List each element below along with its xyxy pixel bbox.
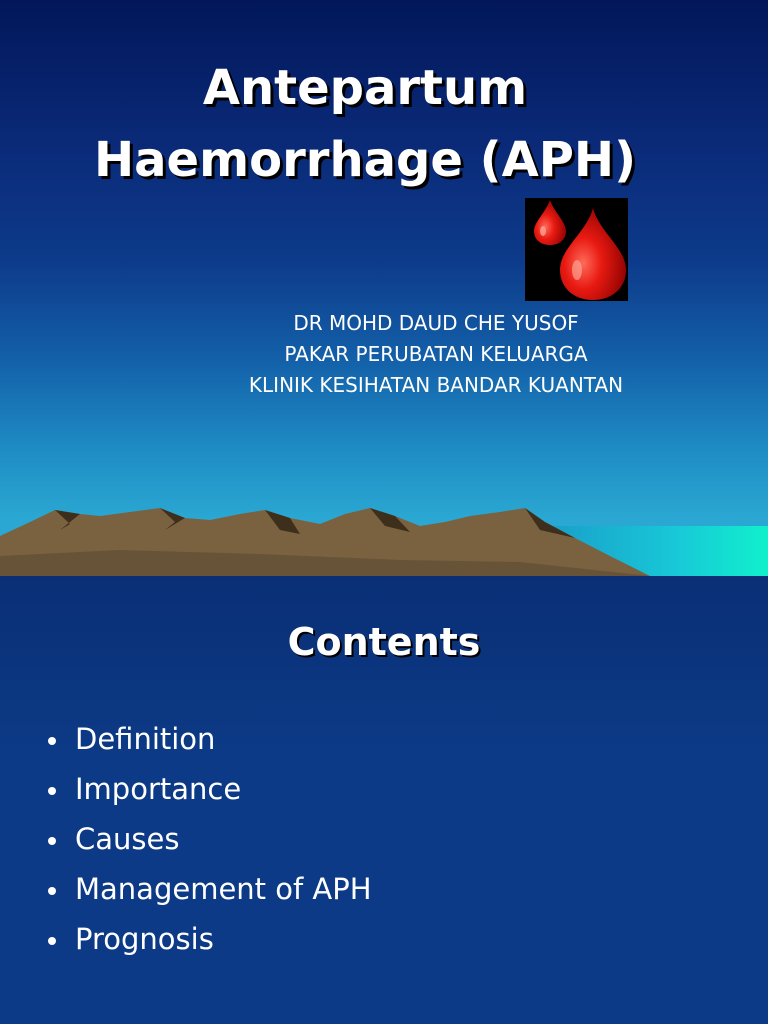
author-role: PAKAR PERUBATAN KELUARGA: [284, 342, 588, 366]
title-line-1: Antepartum: [202, 60, 528, 116]
contents-list: [46, 714, 372, 964]
list-item: Importance: [46, 764, 372, 814]
list-item: Causes: [46, 814, 372, 864]
contents-heading: Contents: [287, 620, 481, 664]
author-name: DR MOHD DAUD CHE YUSOF: [293, 311, 579, 335]
list-item: Management of APH: [46, 864, 372, 914]
list-item: Definition: [46, 714, 372, 764]
slide-title-heading: [0, 52, 730, 196]
slide-contents: [0, 576, 768, 1024]
list-item: Prognosis: [46, 914, 372, 964]
author-block: [228, 308, 644, 401]
title-line-2: Haemorrhage (APH): [93, 132, 636, 188]
blood-drops-icon: [525, 198, 628, 301]
author-institution: KLINIK KESIHATAN BANDAR KUANTAN: [248, 373, 624, 397]
mountain-landscape: [0, 500, 768, 576]
